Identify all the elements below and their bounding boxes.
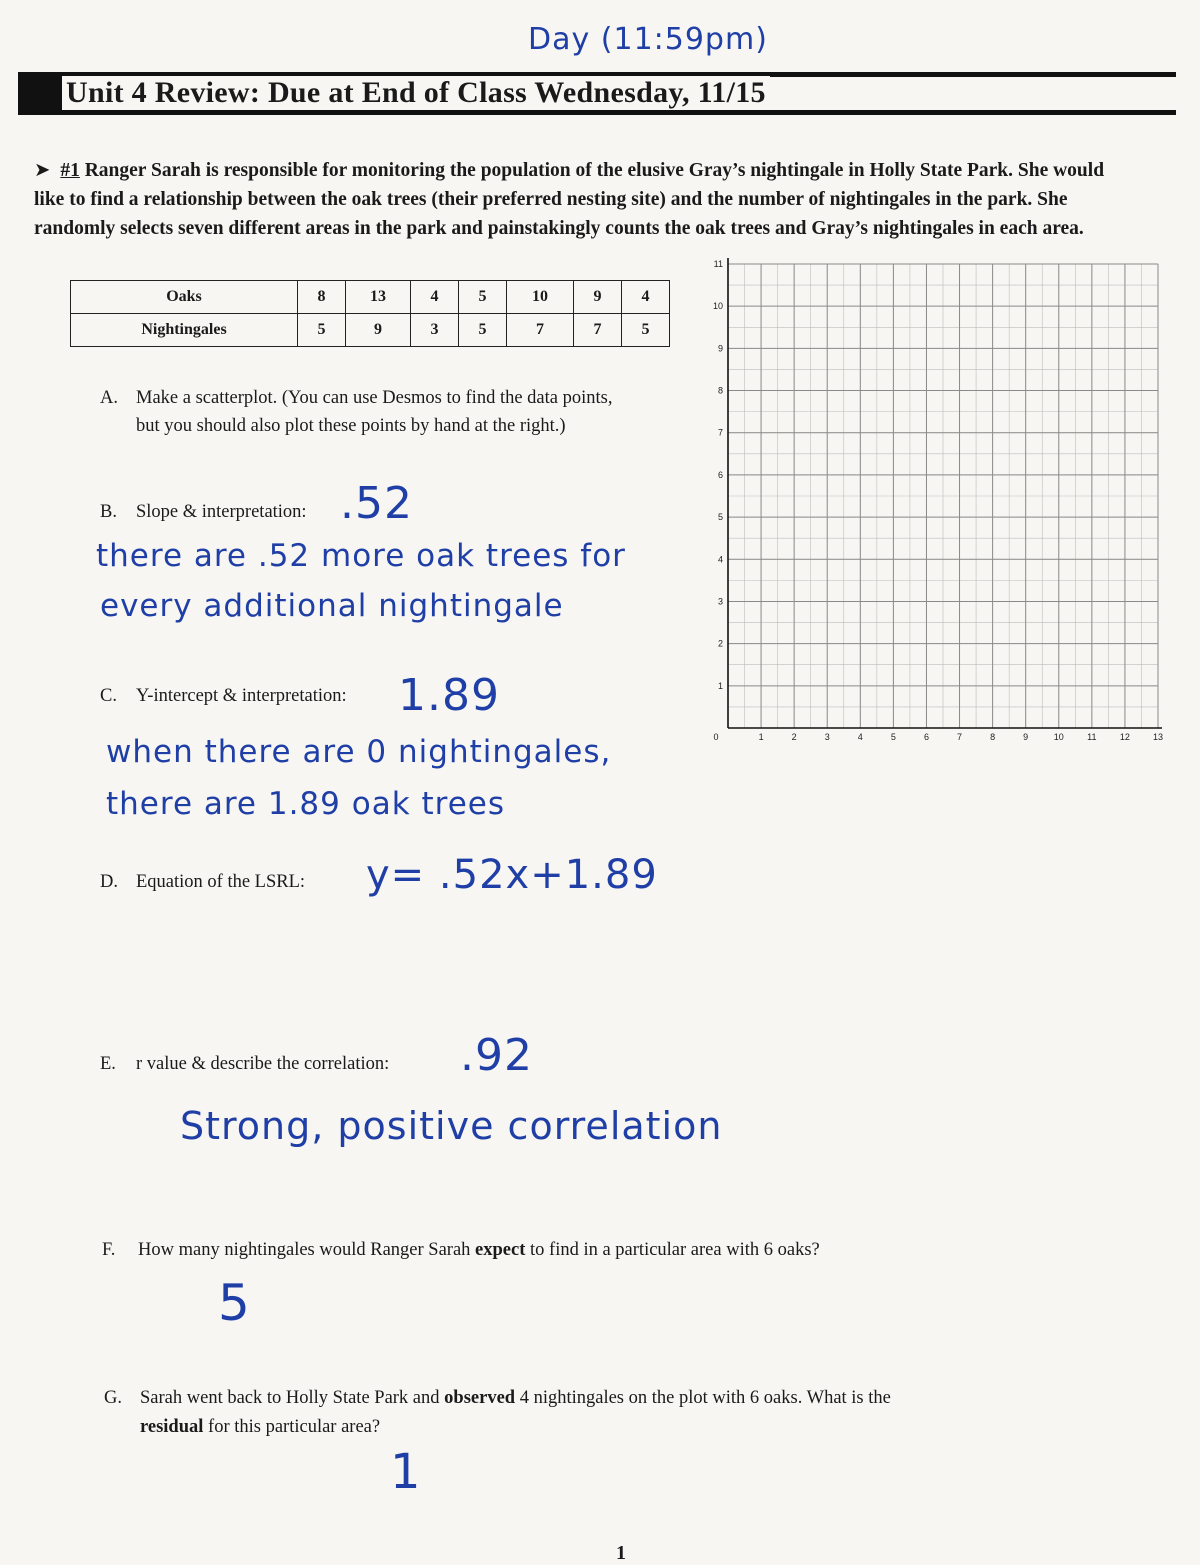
x-tick-label: 9	[1023, 732, 1029, 742]
problem-text: Ranger Sarah is responsible for monitoring the population of the elusive Gray’s nightingale in Holly State Park. She would like to find a relationship between the oak trees (their preferred nesting site) and the number of nightingales in the park. She randomly selects seven different areas in the park and painstakingly counts the oak trees and Gray’s nightingales in each area.	[34, 160, 1105, 239]
question-f-text-bold: expect	[475, 1240, 526, 1260]
x-tick-label: 0	[713, 732, 719, 742]
question-c	[100, 686, 347, 707]
x-tick-label: 8	[990, 732, 996, 742]
problem-number: #1	[60, 160, 80, 181]
x-tick-label: 10	[1053, 732, 1064, 742]
question-d-text: Equation of the LSRL:	[136, 872, 306, 892]
y-tick-label: 9	[717, 343, 723, 354]
answer-slope-interp-line1: there are .52 more oak trees for	[96, 538, 626, 574]
y-tick-label: 3	[717, 596, 723, 607]
answer-intercept-value: 1.89	[398, 670, 500, 721]
row-label-nightingales: Nightingales	[71, 314, 298, 347]
cell: 9	[574, 281, 622, 314]
cell: 7	[507, 314, 574, 347]
x-tick-label: 6	[923, 732, 929, 742]
question-g-text-bold1: observed	[444, 1388, 516, 1408]
question-b	[100, 502, 307, 523]
question-c-text: Y-intercept & interpretation:	[136, 686, 347, 706]
question-g-text-mid: 4 nightingales on the plot with 6 oaks. What is the	[515, 1388, 891, 1408]
question-letter: B.	[100, 502, 117, 522]
x-tick-label: 2	[791, 732, 797, 742]
question-d	[100, 872, 305, 893]
cell: 4	[411, 281, 459, 314]
question-letter: D.	[100, 872, 118, 892]
handwritten-due-note: Day (11:59pm)	[528, 22, 768, 57]
x-tick-label: 11	[1087, 732, 1097, 742]
answer-slope-value: .52	[340, 478, 413, 529]
cell: 4	[622, 281, 670, 314]
cell: 7	[574, 314, 622, 347]
title-rule-bottom	[18, 110, 1176, 115]
cell: 5	[459, 281, 507, 314]
cell: 3	[411, 314, 459, 347]
answer-lsrl-equation: y= .52x+1.89	[366, 852, 658, 898]
question-g-text-post: for this particular area?	[203, 1417, 381, 1437]
answer-slope-interp-line2: every additional nightingale	[100, 588, 564, 624]
cell: 8	[298, 281, 346, 314]
y-tick-label: 2	[717, 638, 723, 649]
cell: 5	[622, 314, 670, 347]
scatterplot-grid	[690, 248, 1180, 748]
y-tick-label: 6	[717, 469, 723, 480]
table-row	[71, 314, 670, 347]
y-tick-label: 11	[713, 259, 723, 269]
answer-f: 5	[218, 1274, 251, 1332]
bullet-arrow-icon: ➤	[34, 160, 51, 181]
question-letter: F.	[102, 1240, 116, 1260]
x-tick-label: 1	[758, 732, 764, 742]
cell: 9	[346, 314, 411, 347]
question-f-text-post: to find in a particular area with 6 oaks?	[525, 1240, 820, 1260]
title-block-left	[18, 72, 64, 112]
cell: 13	[346, 281, 411, 314]
question-e	[100, 1054, 389, 1075]
cell: 5	[298, 314, 346, 347]
y-tick-label: 10	[712, 301, 723, 312]
question-letter: G.	[104, 1388, 122, 1408]
answer-g: 1	[390, 1444, 421, 1500]
question-e-text: r value & describe the correlation:	[136, 1054, 390, 1074]
page-number: 1	[616, 1542, 626, 1564]
question-a-line2: but you should also plot these points by hand at the right.)	[136, 416, 566, 436]
answer-r-value: .92	[460, 1030, 533, 1081]
question-letter: E.	[100, 1054, 116, 1074]
x-tick-label: 3	[824, 732, 830, 742]
problem-statement	[34, 156, 1134, 243]
y-tick-label: 7	[717, 427, 723, 438]
x-tick-label: 4	[857, 732, 863, 742]
answer-correlation-description: Strong, positive correlation	[180, 1104, 723, 1148]
data-table	[70, 280, 670, 347]
cell: 5	[459, 314, 507, 347]
x-tick-label: 13	[1152, 732, 1164, 742]
x-tick-label: 7	[957, 732, 963, 742]
question-g	[104, 1384, 891, 1442]
x-tick-label: 12	[1119, 732, 1130, 742]
y-tick-label: 5	[717, 512, 723, 523]
question-a-line1: Make a scatterplot. (You can use Desmos to find the data points,	[136, 388, 613, 408]
question-letter: C.	[100, 686, 117, 706]
cell: 10	[507, 281, 574, 314]
row-label-oaks: Oaks	[71, 281, 298, 314]
question-b-text: Slope & interpretation:	[136, 502, 307, 522]
question-letter: A.	[100, 388, 118, 408]
y-tick-label: 1	[717, 680, 723, 691]
x-tick-label: 5	[890, 732, 896, 742]
answer-intercept-interp-line2: there are 1.89 oak trees	[106, 786, 506, 822]
y-tick-label: 4	[717, 554, 723, 565]
table-row	[71, 281, 670, 314]
question-g-text-bold2: residual	[140, 1417, 204, 1437]
question-g-text-pre: Sarah went back to Holly State Park and	[140, 1388, 445, 1408]
question-a	[100, 384, 612, 440]
question-f-text-pre: How many nightingales would Ranger Sarah	[138, 1240, 476, 1260]
question-f	[102, 1240, 820, 1261]
answer-intercept-interp-line1: when there are 0 nightingales,	[106, 734, 612, 770]
y-tick-label: 8	[717, 385, 723, 396]
page-title: Unit 4 Review: Due at End of Class Wednesday, 11/15	[62, 76, 770, 110]
